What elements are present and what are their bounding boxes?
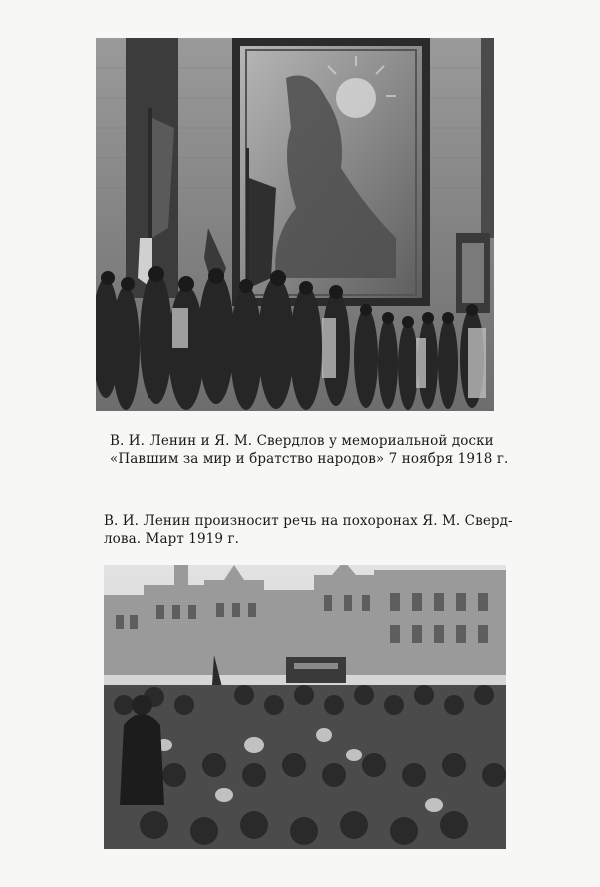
caption-line: В. И. Ленин произносит речь на похоронах Я. М. Сверд- xyxy=(104,513,513,529)
funeral-speech-caption xyxy=(104,512,514,548)
memorial-plaque-photo xyxy=(96,38,494,411)
memorial-plaque-image xyxy=(96,38,494,411)
caption-line: лова. Март 1919 г. xyxy=(104,531,240,547)
caption-line: «Павшим за мир и братство народов» 7 ноября 1918 г. xyxy=(110,451,509,467)
funeral-speech-image xyxy=(104,565,506,849)
funeral-speech-photo xyxy=(104,565,506,849)
caption-line: В. И. Ленин и Я. М. Свердлов у мемориальной доски xyxy=(110,433,494,449)
memorial-plaque-caption xyxy=(110,432,509,468)
